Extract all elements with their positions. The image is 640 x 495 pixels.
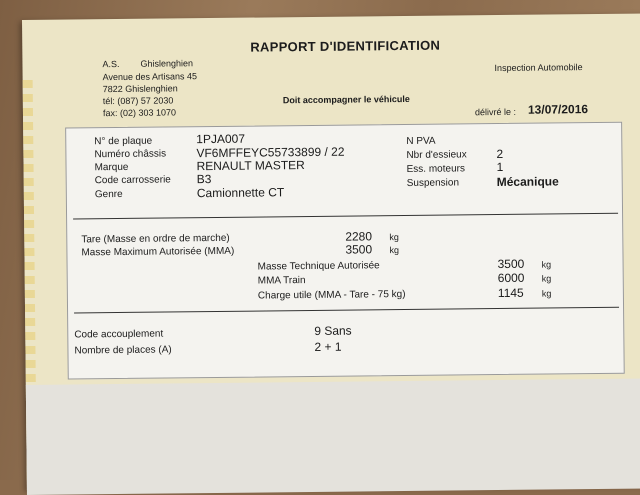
make-label: Marque (94, 161, 129, 174)
tare-value: 2280 (345, 229, 373, 244)
axles-label: Nbr d'essieux (406, 149, 467, 161)
coupling-label: Code accouplement (74, 328, 164, 341)
inspection-label: Inspection Automobile (494, 62, 583, 74)
chassis-label: Numéro châssis (94, 148, 167, 161)
payload-unit: kg (541, 288, 552, 299)
vehicle-data-box (65, 122, 625, 380)
tare-unit: kg (389, 232, 399, 243)
fax: fax: (02) 303 1070 (102, 107, 177, 119)
tare-label: Tare (Masse en ordre de marche) (81, 232, 230, 246)
mma-unit: kg (389, 245, 399, 256)
technical-mass-value: 3500 (497, 256, 525, 272)
genre-label: Genre (94, 188, 123, 201)
body-code-label: Code carrosserie (94, 174, 171, 187)
payload-label: Charge utile (MMA - Tare - 75 kg) (257, 288, 406, 302)
lower-carbon-sheet (26, 378, 640, 495)
document-title: RAPPORT D'IDENTIFICATION (250, 37, 441, 55)
separator-line-1 (73, 213, 618, 220)
org-name: A.S. (102, 58, 120, 70)
genre-value: Camionnette CT (196, 185, 285, 201)
seats-label: Nombre de places (A) (74, 344, 172, 357)
org-city: Ghislenghien (140, 58, 194, 69)
address-street: Avenue des Artisans 45 (102, 71, 198, 83)
axles-value: 2 (496, 146, 504, 162)
payload-value: 1145 (497, 285, 524, 301)
motor-axles-label: Ess. moteurs (406, 163, 466, 175)
suspension-label: Suspension (406, 177, 460, 189)
plate-value: 1PJA007 (196, 131, 246, 147)
issued-label: délivré le : (474, 106, 517, 118)
seats-value: 2 + 1 (314, 339, 342, 354)
document-subtitle: Doit accompagner le véhicule (282, 93, 410, 106)
train-mass-value: 6000 (497, 270, 525, 286)
separator-line-2 (74, 307, 619, 314)
make-value: RENAULT MASTER (196, 158, 305, 174)
suspension-value: Mécanique (496, 174, 559, 190)
mma-label: Masse Maximum Autorisée (MMA) (81, 245, 235, 259)
identification-report-document (22, 13, 640, 490)
body-code-value: B3 (196, 172, 212, 187)
train-mass-unit: kg (541, 273, 552, 284)
address-city: 7822 Ghislenghien (102, 83, 178, 95)
technical-mass-label: Masse Technique Autorisée (257, 260, 380, 273)
coupling-value: 9 Sans (314, 323, 352, 338)
telephone: tél: (087) 57 2030 (102, 95, 174, 107)
issued-date: 13/07/2016 (527, 102, 589, 117)
mma-value: 3500 (345, 242, 373, 257)
technical-mass-unit: kg (541, 259, 552, 270)
plate-label: N° de plaque (94, 135, 153, 148)
motor-axles-value: 1 (496, 159, 504, 175)
pva-label: N PVA (406, 135, 436, 147)
chassis-value: VF6MFFEYC55733899 / 22 (196, 144, 345, 161)
train-mass-label: MMA Train (257, 275, 306, 287)
